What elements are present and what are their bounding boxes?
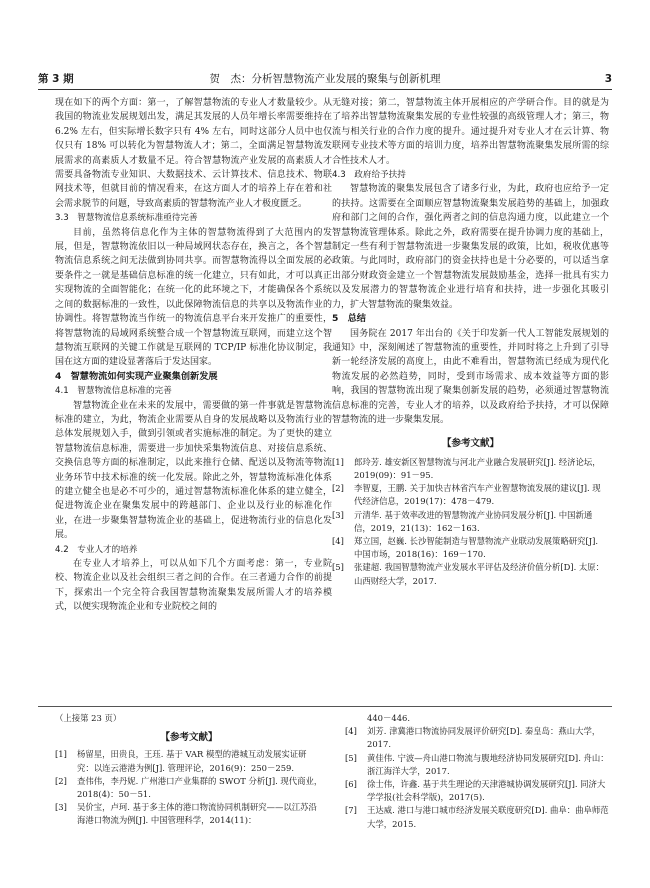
reference-number: [5]	[332, 562, 344, 573]
reference-text: 刘芳. 津冀港口物流协同发展评价研究[D]. 秦皇岛：燕山大学，2017.	[367, 726, 601, 750]
continued-from-label: （上接第 23 页）	[55, 713, 122, 723]
reference-list	[332, 456, 609, 588]
reference-number: [3]	[332, 509, 344, 520]
paragraph-intro: 现在如下的两个方面：第一，了解智慧物流的专业人才数量较少。从我国的物流业发展规划出发，满足其发展的人员年增长率需要维持在 6.2% 左右，但实际增长数字只有 4% 左右，同时这部分人员中也仅仅只有 18% 可以转化为智慧物流人才；第二，全面满足智慧物流发展需求的高素质人才数量不足。符合智慧物流产业发展的高素质人才需要具备物流专业知识、大数据技术、云计算技术、信息技术、物联网技术等，但就目前的情况看来，在这方面人才的培养上存在着和社会需求脱节的问题，导致高素质的智慧物流产业人才极度匮乏。	[55, 98, 332, 209]
continued-reference-list-left	[55, 748, 323, 827]
reference-number: [7]	[345, 805, 357, 816]
reference-text: 黄佳伟. 宁波—舟山港口物流与腹地经济协同发展研究[D]. 舟山：浙江海洋大学，2017.	[367, 752, 609, 776]
paragraph-4-2-continued: 无缝对接；第二，智慧物流主体开展相应的产学研合作。目的就是为了培养出智慧物流聚集发展的专业性较强的高级管理人才；第三，物流与相关行业的合作力度的提升。通过提升对专业人才在云计算、物联网专业技术等方面的培训力度，培养出智慧物流聚集发展所需的综合性技术人才。	[332, 98, 609, 166]
reference-text: 徐士伟，许鑫. 基于共生理论的天津港城协调发展研究[J]. 同济大学学报(社会科学版)，2017(5).	[367, 779, 606, 803]
reference-text: 亓清华. 基于效率改进的智慧物流产业协同发展分析[J]. 中国新通信，2019，21(13)：162－163.	[354, 509, 593, 533]
subsection-4-2-heading: 4.2 专业人才的培养	[55, 544, 138, 555]
paragraph-3-3: 目前，虽然将信息化作为主体的智慧物流得到了大范围内的发展，但是，智慧物流依旧以一种局域网状态存在，换言之，各个智慧物流信息系统之间无法做到协同共享。而智慧物流得以全面发展的必要条件之一就是基础信息标准的统一化建立，只有如此，才可以真正实现物流的全面智能化；在统一化的此环境之下，才能确保各个系统之间的数据标准的一致性，以此保障物流信息的共享以及物流作业的协调性。将智慧物流当作统一的物流信息平台来开发推广的重要性，将智慧物流的局域网系统整合成一个智慧物流互联网，而建立这个智慧物流互联网的关键工作就是互联网的 TCP/IP 标准化协议制定，我国在这方面的建设显著落后于发达国家。	[55, 227, 332, 368]
reference-item	[345, 752, 613, 778]
paragraph-4-3: 智慧物流的聚集发展包含了诸多行业，为此，政府也应给予一定的扶持。这需要在全面顺应智慧物流聚集发展趋势的基础上，加强政府和部门之间的合作，强化两者之间的信息沟通力度，以此建立一个智慧物流管理体系。除此之外，政府需要在提升协调力度的基础上，制定一些有利于智慧物流进一步聚集发展的政策，比如，税收优惠等政策。与此同时，政府部门的资金扶持也是十分必要的，可以适当拿出部分财政资金建立一个智慧物流发展鼓励基金，选择一批具有实力以及发展潜力的智慧物流企业进行培育和扶持，进一步强化其吸引力，扩大智慧物流的聚集效益。	[332, 184, 609, 310]
page-number: 3	[604, 73, 612, 85]
left-column	[55, 96, 332, 615]
continued-right-column	[345, 712, 613, 831]
section-5-heading: 5 总结	[332, 313, 366, 325]
reference-text: 杨留星，田贵良，王珏. 基于 VAR 模型的港城互动发展实证研究：以连云港港为例[J]. 管理评论，2016(9)：250－259.	[77, 749, 307, 773]
section-4-heading: 4 智慧物流如何实现产业聚集创新发展	[55, 370, 218, 382]
reference-text: 王达威. 港口与港口城市经济发展关联度研究[D]. 曲阜：曲阜师范大学，2015.	[367, 805, 609, 829]
reference-number: [2]	[332, 483, 344, 494]
reference-item	[55, 775, 323, 801]
reference-number: [1]	[55, 749, 67, 760]
reference-number: [4]	[345, 726, 357, 737]
reference-text: 郑立国，赵巍. 长沙智能制造与智慧物流产业联动发展策略研究[J]. 中国市场，2018(16)：169－170.	[354, 535, 599, 560]
reference-item	[345, 778, 613, 804]
reference-continuation: 440－446.	[367, 713, 411, 723]
right-column	[332, 96, 609, 588]
reference-item	[332, 561, 609, 587]
reference-text: 李智夏，王鹏. 关于加快吉林省汽车产业智慧物流发展的建议[J]. 现代经济信息，2019(17)：478－479.	[354, 483, 601, 507]
reference-text: 查伟伟，李丹妮. 广州港口产业集群的 SWOT 分析[J]. 现代商业，2018(4)：50－51.	[77, 775, 323, 800]
reference-number: [1]	[332, 456, 344, 467]
subsection-4-3-heading: 4.3 政府给予扶持	[332, 170, 406, 181]
reference-item	[332, 456, 609, 482]
paragraph-5: 国务院在 2017 年出台的《关于印发新一代人工智能发展规划的通知》中，深刻阐述了智慧物流的重要性，并同时将之上升到了引导新一轮经济发展的高度上，由此不难看出，智慧物流已经成为现代化物流发展的必然趋势，同时，受到市场需求、成本效益等方面的影响，我国的智慧物流出现了聚集创新发展的趋势，必须通过智慧物流信息标准的完善，专业人才的培养，以及政府给予扶持，才可以保障智慧物流的进一步聚集发展。	[332, 328, 609, 425]
continued-reference-list-right	[345, 725, 613, 831]
reference-item	[332, 482, 609, 508]
reference-number: [3]	[55, 802, 67, 813]
subsection-3-3-heading: 3.3 智慧物流信息系统标准亟待完善	[55, 213, 198, 224]
running-header	[38, 70, 612, 88]
reference-item	[345, 725, 613, 751]
continuation-separator	[38, 706, 612, 707]
header-rule	[38, 89, 612, 90]
reference-text: 吴价宝，卢珂. 基于多主体的港口物流协同机制研究——以江苏沿海港口物流为例[J]. 中国管理科学，2014(11)：	[77, 802, 317, 826]
reference-item	[332, 535, 609, 561]
reference-number: [2]	[55, 775, 67, 786]
reference-number: [5]	[345, 752, 357, 763]
paragraph-4-2: 在专业人才培养上，可以从如下几个方面考虑：第一，专业院校、物流企业以及社会组织三者之间的合作。在三者通力合作的前提下，探索出一个完全符合我国智慧物流聚集发展所需人才的培养模式，以便实现物流企业和专业院校之间的	[55, 559, 332, 613]
reference-text: 张建超. 我国智慧物流产业发展水平评估及经济价值分析[D]. 太原：山西财经大学，2017.	[354, 562, 605, 586]
paragraph-4-1: 智慧物流企业在未来的发展中，需要做的第一件事就是智慧物流标准的建立，为此，物流企业需要从自身的发展战略以及物流行业的总体发展规划入手，做到引领或者实施标准的制定。为了更快的建立智慧物流信息标准，需要进一步加快采集物流信息、对接信息系统、交换信息等方面的标准制定，以此来推行仓储、配送以及物流等物流业务环节中技术标准的统一化发展。除此之外，智慧物流标准化体系的建立健全也是必不可少的，通过智慧物流标准化体系的建立健全，促进物流企业在聚集发展中的跨越部门、企业以及行业的标准化作业，在进一步聚集智慧物流企业的基础上，促进物流行业的信息化发展。	[55, 400, 332, 541]
running-title: 贺 杰：分析智慧物流产业发展的聚集与创新机理	[209, 73, 441, 85]
reference-number: [4]	[332, 535, 344, 546]
continued-references-heading: 【参考文献】	[160, 732, 218, 744]
reference-item	[55, 748, 323, 774]
reference-item	[55, 801, 323, 827]
reference-number: [6]	[345, 779, 357, 790]
reference-item	[345, 804, 613, 830]
reference-text: 郎玲芳. 雄安新区智慧物流与河北产业融合发展研究[J]. 经济论坛，2019(09)：91－95.	[354, 456, 601, 480]
subsection-4-1-heading: 4.1 智慧物流信息标准的完善	[55, 386, 172, 397]
references-heading: 【参考文献】	[441, 438, 499, 450]
continued-left-column	[55, 712, 323, 828]
issue-label: 第 3 期	[38, 73, 74, 85]
reference-item	[332, 509, 609, 535]
